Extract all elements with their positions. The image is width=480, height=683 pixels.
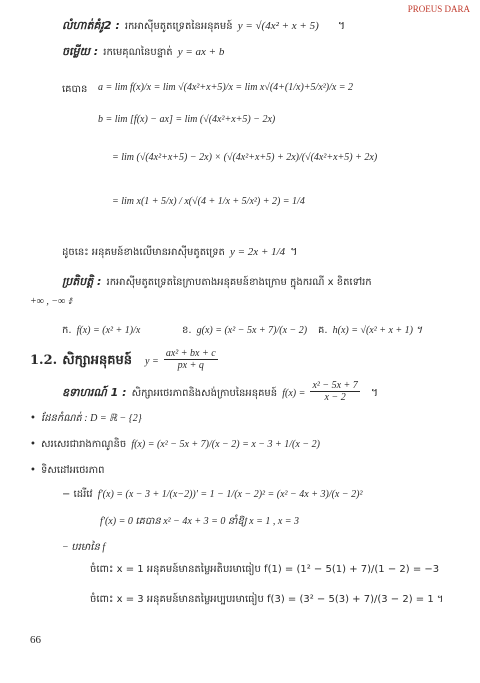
conclusion-text: ដូចនេះ អនុគមន៍ខាងលើមានអាស៊ីមតូតទ្រេត	[62, 247, 225, 258]
section-heading	[30, 348, 218, 371]
example2-statement: រកអាស៊ីមតូតទ្រេតនៃអនុគមន៍	[124, 21, 233, 32]
b-limit-line-1: b = lim [f(x) − ax] = lim (√(4x²+x+5) − 2x)	[98, 114, 276, 125]
extrema-min: ចំពោះ x = 3 អនុគមន៍មានតម្លៃអប្បបរមាធៀប f(3) = (3² − 5(3) + 7)/(3 − 2) = 1 ។	[90, 594, 444, 605]
end-mark: ។	[290, 245, 298, 258]
derivative-expression: f′(x) = (x − 3 + 1/(x−2))′ = 1 − 1/(x − 2)² = (x² − 4x + 3)/(x − 2)²	[97, 489, 363, 500]
bullet-direction	[30, 458, 104, 478]
item-label: ខ.	[182, 325, 192, 336]
derivative-line	[62, 482, 362, 502]
example1-fx: f(x) =	[282, 388, 306, 399]
header-brand: PROEUS DARA	[407, 4, 470, 14]
exercise-label: ប្រតិបត្តិ :	[62, 275, 102, 288]
rewrite-expression: f(x) = (x² − 5x + 7)/(x − 2) = x − 3 + 1/(x − 2)	[131, 439, 320, 450]
example2-label: លំហាត់គំរូ2 :	[62, 19, 120, 32]
exercise-item-b	[182, 318, 307, 338]
derivative-label: − ដេរីវេ	[62, 489, 93, 500]
solution-heading	[62, 40, 224, 61]
item-expression: f(x) = (x² + 1)/x	[76, 325, 141, 336]
exercise-text: រកអាស៊ីមតូតទ្រេតនៃក្រាបតាងអនុគមន៍ខាងក្រោម ក្នុងករណី x ខិតទៅរក	[106, 277, 372, 288]
item-expression: g(x) = (x² − 5x + 7)/(x − 2)	[196, 325, 308, 336]
line-equation: y = ax + b	[177, 46, 225, 58]
conclusion-equation: y = 2x + 1/4	[230, 246, 286, 258]
end-mark: ។	[337, 19, 346, 32]
bullet-dot: •	[30, 465, 36, 476]
exercise-heading	[62, 270, 372, 291]
bullet-dot: •	[30, 439, 36, 450]
derivative-zero-line: f′(x) = 0 គេបាន x² − 4x + 3 = 0 នាំឱ្យ x = 1 , x = 3	[100, 516, 300, 527]
extrema-max: ចំពោះ x = 1 អនុគមន៍មានតម្លៃអតិបរមាធៀប f(1) = (1² − 5(1) + 7)/(1 − 2) = −3	[90, 564, 440, 575]
bullet-rewrite	[30, 432, 320, 452]
bullet-dot: •	[30, 413, 36, 424]
end-mark: ។	[370, 386, 379, 399]
domain-text: ដែនកំណត់ : D = ℝ − {2}	[41, 413, 142, 424]
example1-fraction	[310, 380, 359, 403]
b-limit-line-2: = lim (√(4x²+x+5) − 2x) × (√(4x²+x+5) + 2x)/(√(4x²+x+5) + 2x)	[112, 152, 378, 163]
example2-heading	[62, 14, 345, 35]
item-label: ក.	[62, 325, 72, 336]
section-title: សិក្សាអនុគមន៍	[62, 353, 132, 368]
example1-heading	[62, 380, 378, 403]
page-number: 66	[30, 634, 41, 646]
item-expression: h(x) = √(x² + x + 1) ។	[332, 325, 423, 336]
extrema-label: − បរមានៃ f	[62, 542, 106, 553]
section-formula-prefix: y =	[145, 356, 159, 367]
a-limit-line: a = lim f(x)/x = lim √(4x²+x+5)/x = lim x√(4+(1/x)+5/x²)/x = 2	[98, 82, 354, 93]
solution-label: ចម្លើយ :	[62, 45, 99, 58]
section-formula	[164, 348, 218, 371]
exercise-item-c	[318, 318, 422, 338]
exercise-item-a	[62, 318, 140, 338]
item-label: គ.	[318, 325, 328, 336]
example1-text: សិក្សាអថេរភាពនិងសង់ក្រាបនៃអនុគមន៍	[131, 388, 278, 399]
rewrite-label: សរសេរជារាងកាណូនិច	[41, 439, 127, 450]
direction-text: ទិសដៅអថេរភាព	[41, 465, 105, 476]
section-number: 1.2.	[30, 353, 58, 368]
formula-denominator: px + q	[177, 360, 204, 371]
bullet-domain	[30, 406, 142, 426]
we-have-label: គេបាន	[62, 84, 88, 95]
b-limit-line-3: = lim x(1 + 5/x) / x(√(4 + 1/x + 5/x²) + 2) = 1/4	[112, 196, 305, 207]
example1-label: ឧទាហរណ៍ 1 :	[62, 386, 127, 399]
solution-text: រកមេគុណនៃបន្ទាត់	[103, 47, 173, 58]
formula-numerator: ax² + bx + c	[165, 348, 216, 359]
example1-numerator: x² − 5x + 7	[312, 380, 358, 391]
example1-denominator: x − 2	[324, 392, 346, 403]
example2-conclusion	[62, 240, 298, 261]
exercise-limits: +∞ , −∞ ៖	[30, 296, 73, 307]
example2-function: y = √(4x² + x + 5)	[237, 20, 319, 32]
